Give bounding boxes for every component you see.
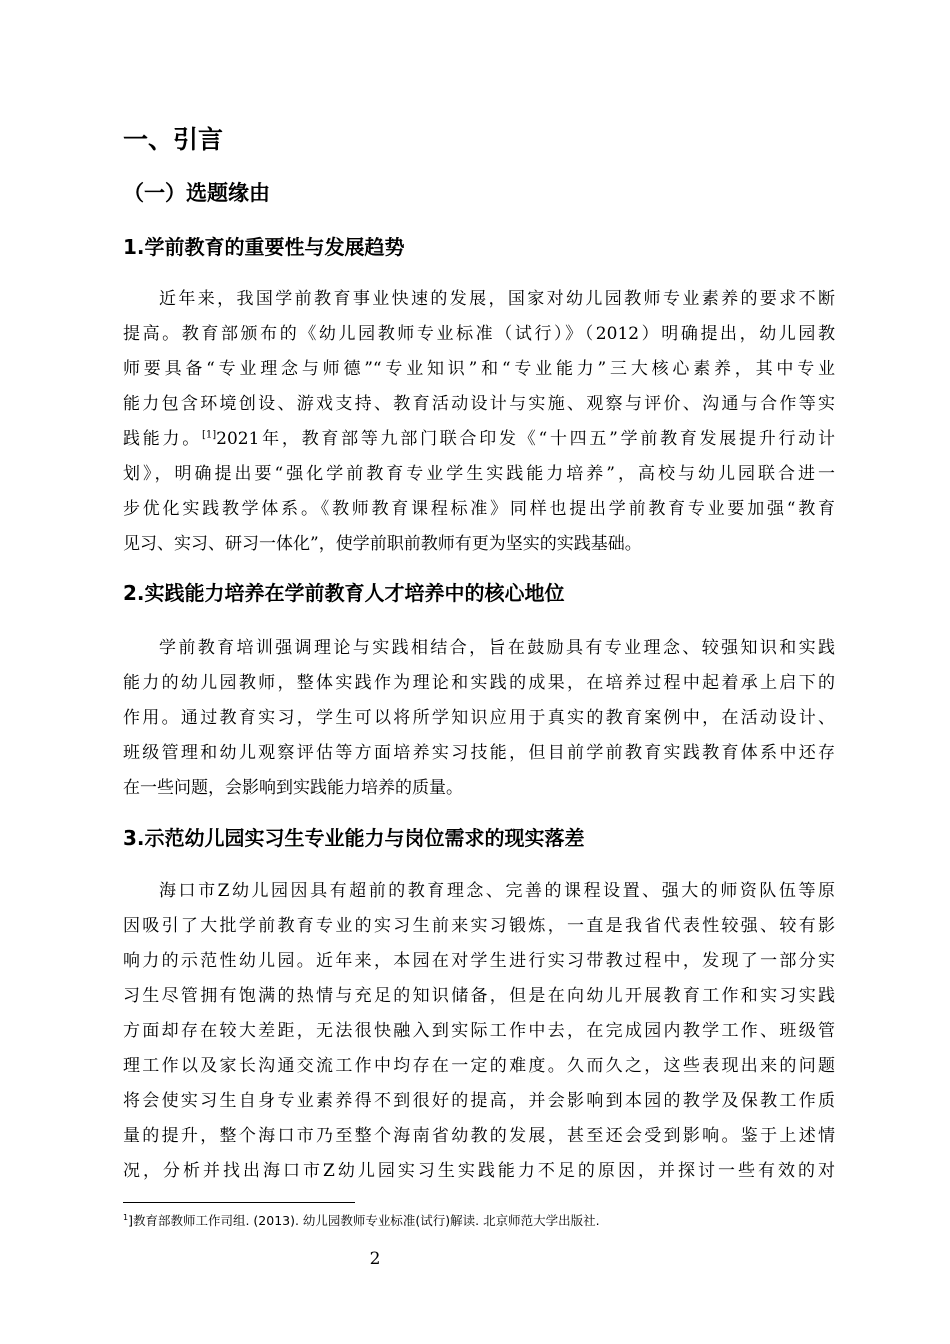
paragraph-line: 能力包含环境创设、游戏支持、教育活动设计与实施、观察与评价、沟通与合作等实 (123, 394, 835, 414)
paragraph-1 (123, 282, 835, 562)
paragraph-line: 响力的示范性幼儿园。近年来，本园在对学生进行实习带教过程中，发现了一部分实 (123, 951, 835, 971)
footnote-marker: 1 (123, 1212, 129, 1222)
paragraph-line: 提高。教育部颁布的《幼儿园教师专业标准（试行）》（2012）明确提出，幼儿园教 (123, 324, 835, 344)
subsection-title-1: 1.学前教育的重要性与发展趋势 (123, 235, 405, 259)
paragraph-line: 作用。通过教育实习，学生可以将所学知识应用于真实的教育案例中，在活动设计、 (123, 708, 835, 728)
subsection-title-2: 2.实践能力培养在学前教育人才培养中的核心地位 (123, 581, 565, 605)
chapter-heading: 一、引言 (123, 125, 224, 154)
paragraph-line: 近年来，我国学前教育事业快速的发展，国家对幼儿园教师专业素养的要求不断 (159, 289, 835, 309)
paragraph-2 (123, 631, 835, 806)
paragraph-line: 海口市Z幼儿园因具有超前的教育理念、完善的课程设置、强大的师资队伍等原 (159, 881, 835, 901)
subsection-title-3: 3.示范幼儿园实习生专业能力与岗位需求的现实落差 (123, 826, 585, 850)
paragraph-line: 步优化实践教学体系。《教师教育课程标准》同样也提出学前教育专业要加强“教育 (123, 499, 835, 519)
paragraph-line: 班级管理和幼儿观察评估等方面培养实习技能，但目前学前教育实践教育体系中还存 (123, 743, 835, 763)
paragraph-line: 见习、实习、研习一体化”，使学前职前教师有更为坚实的实践基础。 (123, 534, 642, 554)
paragraph-line (123, 422, 835, 457)
paragraph-line: 方面却存在较大差距，无法很快融入到实际工作中去，在完成园内教学工作、班级管 (123, 1021, 835, 1041)
paragraph-3 (123, 874, 835, 1189)
footnote-text: ]教育部教师工作司组. (2013). 幼儿园教师专业标准(试行)解读. 北京师范大学出版社. (128, 1213, 600, 1228)
paragraph-line: 能力的幼儿园教师，整体实践作为理论和实践的成果，在培养过程中起着承上启下的 (123, 673, 835, 693)
paragraph-line: 师要具备“专业理念与师德”“专业知识”和“专业能力”三大核心素养，其中专业 (123, 359, 835, 379)
paragraph-line: 学前教育培训强调理论与实践相结合，旨在鼓励具有专业理念、较强知识和实践 (159, 638, 835, 658)
line-text: 2021年，教育部等九部门联合印发《“十四五”学前教育发展提升行动计 (216, 429, 835, 449)
citation-marker: [1] (201, 429, 217, 441)
page-number: 2 (369, 1249, 381, 1269)
paragraph-line: 因吸引了大批学前教育专业的实习生前来实习锻炼，一直是我省代表性较强、较有影 (123, 916, 835, 936)
section-heading: （一）选题缘由 (123, 181, 270, 205)
paragraph-line: 习生尽管拥有饱满的热情与充足的知识储备，但是在向幼儿开展教育工作和实习实践 (123, 986, 835, 1006)
line-prefix: 践能力。 (123, 429, 202, 449)
footnote (123, 1212, 600, 1230)
footnote-separator (123, 1202, 355, 1203)
paragraph-line: 划》，明确提出要“强化学前教育专业学生实践能力培养”，高校与幼儿园联合进一 (123, 464, 835, 484)
paragraph-line: 将会使实习生自身专业素养得不到很好的提高，并会影响到本园的教学及保教工作质 (123, 1091, 835, 1111)
paragraph-line: 理工作以及家长沟通交流工作中均存在一定的难度。久而久之，这些表现出来的问题 (123, 1056, 835, 1076)
paragraph-line: 况，分析并找出海口市Z幼儿园实习生实践能力不足的原因，并探讨一些有效的对 (123, 1161, 835, 1181)
paragraph-line: 在一些问题，会影响到实践能力培养的质量。 (123, 778, 463, 798)
paragraph-line: 量的提升，整个海口市乃至整个海南省幼教的发展，甚至还会受到影响。鉴于上述情 (123, 1126, 835, 1146)
